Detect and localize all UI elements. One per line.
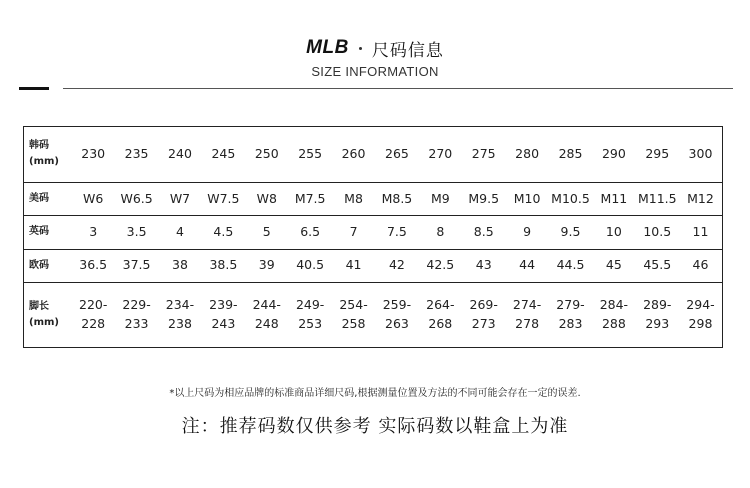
table-row	[24, 182, 723, 215]
table-cell: 235	[115, 127, 158, 183]
table-cell: 8.5	[462, 216, 505, 249]
table-cell: 3	[72, 216, 115, 249]
table-row	[24, 249, 723, 282]
header-accent-rule	[19, 87, 49, 90]
table-cell: 45.5	[636, 249, 679, 282]
table-cell: 42.5	[419, 249, 462, 282]
table-cell: 42	[375, 249, 418, 282]
table-row	[24, 127, 723, 183]
table-cell: M9.5	[462, 182, 505, 215]
row-header-label: 欧码	[29, 259, 49, 271]
row-header-label: 脚长	[29, 300, 49, 312]
table-cell: 4.5	[202, 216, 245, 249]
table-cell: 275	[462, 127, 505, 183]
table-cell: 285	[549, 127, 592, 183]
table-cell: 44.5	[549, 249, 592, 282]
table-cell: 290	[592, 127, 635, 183]
table-cell: 6.5	[288, 216, 331, 249]
table-cell: M10	[505, 182, 548, 215]
row-header-unit: (mm)	[29, 316, 59, 328]
table-cell: 270	[419, 127, 462, 183]
table-cell: W8	[245, 182, 288, 215]
table-cell: 255	[288, 127, 331, 183]
table-cell: M9	[419, 182, 462, 215]
table-cell: 239- 243	[202, 282, 245, 347]
table-cell: 7	[332, 216, 375, 249]
table-cell: 249- 253	[288, 282, 331, 347]
size-recommendation-notice: 注：推荐码数仅供参考 实际码数以鞋盒上为准	[181, 416, 569, 437]
row-header-label: 美码	[29, 192, 49, 204]
table-cell: 38.5	[202, 249, 245, 282]
table-cell: M11	[592, 182, 635, 215]
table-cell: 11	[679, 216, 723, 249]
header-divider	[63, 88, 733, 89]
row-header	[24, 127, 72, 183]
table-cell: M10.5	[549, 182, 592, 215]
size-table	[23, 126, 723, 348]
row-header-label: 韩码	[29, 140, 49, 152]
table-cell: W6.5	[115, 182, 158, 215]
table-cell: M8	[332, 182, 375, 215]
table-cell: 5	[245, 216, 288, 249]
table-cell: 37.5	[115, 249, 158, 282]
table-cell: 40.5	[288, 249, 331, 282]
table-cell: 280	[505, 127, 548, 183]
table-cell: M7.5	[288, 182, 331, 215]
table-cell: 289- 293	[636, 282, 679, 347]
table-cell: 279- 283	[549, 282, 592, 347]
table-cell: 38	[158, 249, 201, 282]
table-cell: W7	[158, 182, 201, 215]
table-cell: 269- 273	[462, 282, 505, 347]
disclaimer-note: *以上尺码为相应品牌的标准商品详细尺码,根据测量位置及方法的不同可能会存在一定的误差.	[169, 388, 581, 399]
table-cell: 3.5	[115, 216, 158, 249]
table-cell: 8	[419, 216, 462, 249]
page-header	[0, 34, 750, 62]
table-cell: 260	[332, 127, 375, 183]
brand-logo: MLB	[306, 37, 349, 58]
row-header-label: 英码	[29, 226, 49, 238]
table-cell: 10	[592, 216, 635, 249]
table-cell: 265	[375, 127, 418, 183]
table-cell: 10.5	[636, 216, 679, 249]
table-cell: 230	[72, 127, 115, 183]
table-cell: 274- 278	[505, 282, 548, 347]
row-header	[24, 249, 72, 282]
table-cell: 45	[592, 249, 635, 282]
table-cell: 39	[245, 249, 288, 282]
table-cell: 9.5	[549, 216, 592, 249]
table-cell: M8.5	[375, 182, 418, 215]
table-cell: 220- 228	[72, 282, 115, 347]
table-row	[24, 282, 723, 347]
row-header-unit: (mm)	[29, 156, 59, 168]
table-cell: 250	[245, 127, 288, 183]
title-separator	[359, 47, 362, 50]
table-cell: 234- 238	[158, 282, 201, 347]
table-cell: 245	[202, 127, 245, 183]
page-title: 尺码信息	[371, 40, 444, 61]
table-cell: 259- 263	[375, 282, 418, 347]
table-cell: 46	[679, 249, 723, 282]
table-cell: 44	[505, 249, 548, 282]
page-subtitle: SIZE INFORMATION	[311, 64, 439, 79]
table-row	[24, 216, 723, 249]
row-header	[24, 282, 72, 347]
table-cell: 43	[462, 249, 505, 282]
table-cell: 295	[636, 127, 679, 183]
table-cell: 36.5	[72, 249, 115, 282]
table-cell: 264- 268	[419, 282, 462, 347]
table-cell: 244- 248	[245, 282, 288, 347]
table-cell: 300	[679, 127, 723, 183]
table-cell: 284- 288	[592, 282, 635, 347]
row-header	[24, 182, 72, 215]
table-cell: 7.5	[375, 216, 418, 249]
table-cell: 229- 233	[115, 282, 158, 347]
table-cell: 4	[158, 216, 201, 249]
table-cell: 41	[332, 249, 375, 282]
table-cell: 240	[158, 127, 201, 183]
table-cell: W6	[72, 182, 115, 215]
table-cell: 9	[505, 216, 548, 249]
table-cell: W7.5	[202, 182, 245, 215]
row-header	[24, 216, 72, 249]
table-cell: M12	[679, 182, 723, 215]
table-cell: 294- 298	[679, 282, 723, 347]
table-cell: 254- 258	[332, 282, 375, 347]
table-cell: M11.5	[636, 182, 679, 215]
